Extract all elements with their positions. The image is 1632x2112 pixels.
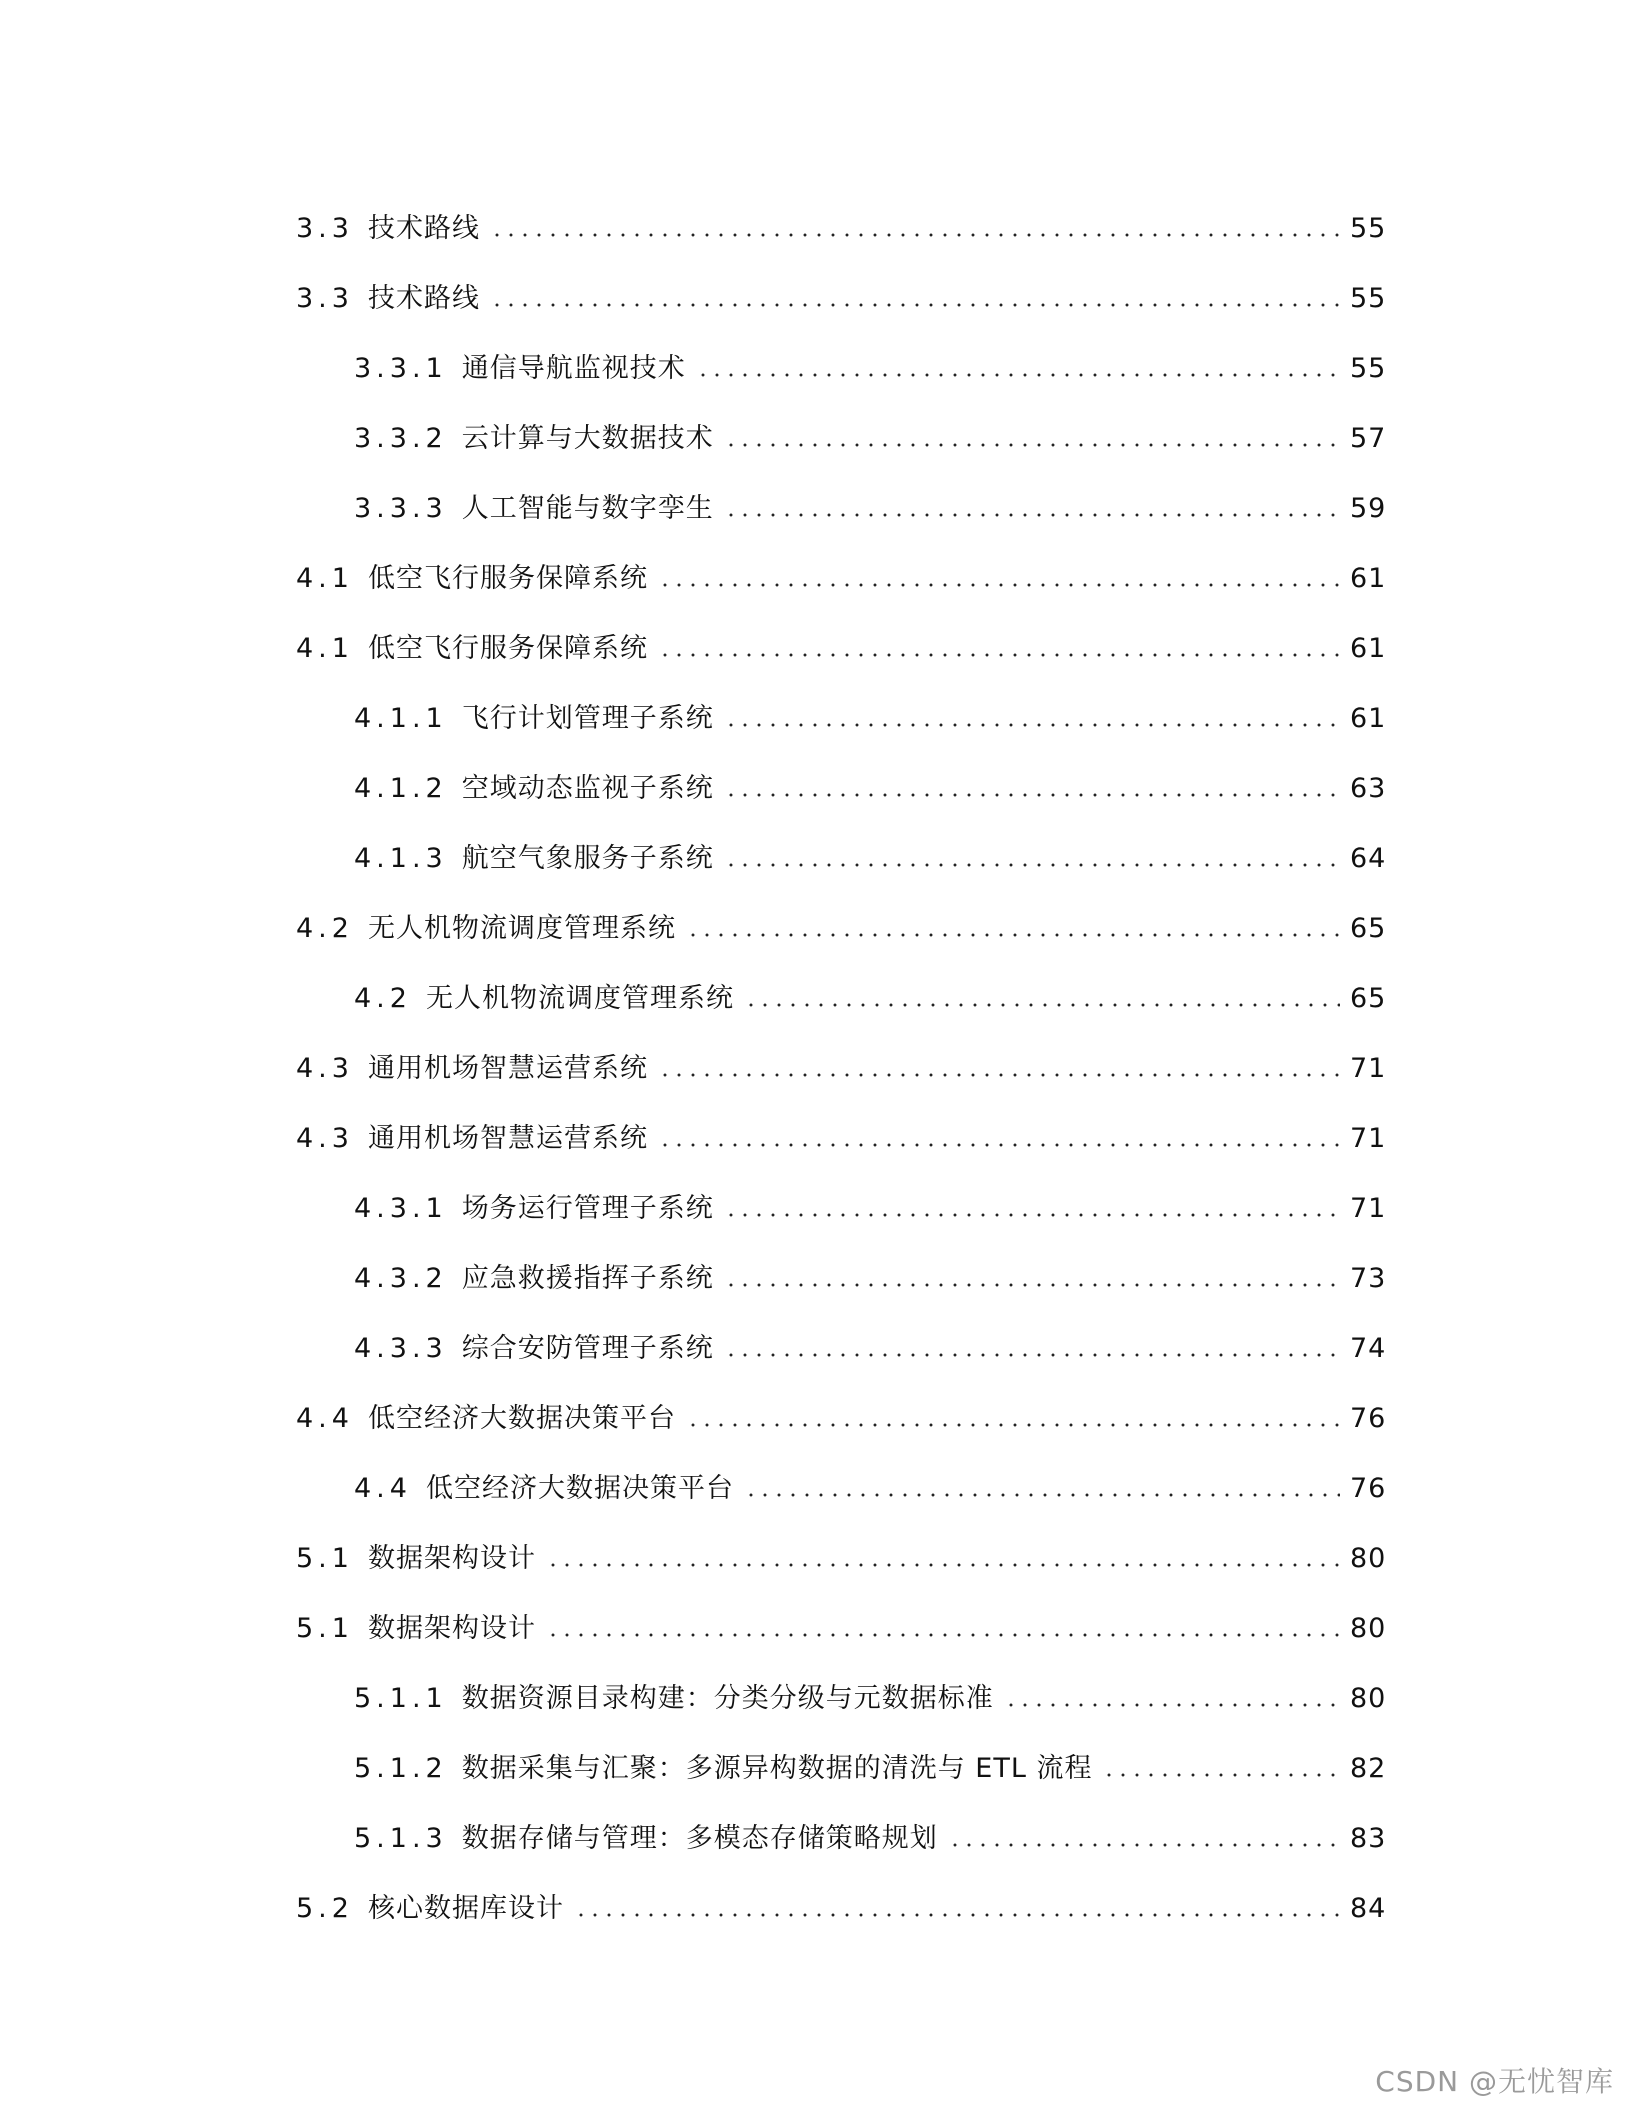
toc-entry[interactable]	[296, 180, 1387, 250]
toc-dot-leader	[948, 1843, 1340, 1847]
toc-entry-title: 数据架构设计	[367, 1613, 536, 1644]
toc-entry-page-number: 57	[1350, 423, 1387, 454]
toc-entry-number: 5.1.1	[354, 1683, 448, 1714]
toc-entry[interactable]	[296, 1650, 1387, 1720]
toc-dot-leader	[724, 863, 1340, 867]
toc-entry[interactable]	[296, 1720, 1387, 1790]
toc-entry[interactable]	[296, 1440, 1387, 1510]
toc-dot-leader	[724, 793, 1340, 797]
toc-entry[interactable]	[296, 530, 1387, 600]
toc-dot-leader	[490, 303, 1340, 307]
toc-dot-leader	[724, 513, 1340, 517]
toc-entry-number: 4.1	[296, 633, 354, 664]
toc-entry-page-number: 83	[1350, 1823, 1387, 1854]
toc-entry[interactable]	[296, 320, 1387, 390]
toc-entry-title: 低空经济大数据决策平台	[367, 1403, 676, 1434]
toc-dot-leader	[658, 653, 1340, 657]
toc-entry-number: 5.1.3	[354, 1823, 448, 1854]
toc-dot-leader	[686, 1423, 1340, 1427]
toc-entry-number: 3.3.1	[354, 353, 448, 384]
toc-entry-number: 4.2	[354, 983, 412, 1014]
toc-entry-title: 低空飞行服务保障系统	[367, 563, 648, 594]
toc-dot-leader	[724, 1283, 1340, 1287]
toc-dot-leader	[1004, 1703, 1340, 1707]
toc-entry[interactable]	[296, 1020, 1387, 1090]
toc-entry-page-number: 74	[1350, 1333, 1387, 1364]
toc-entry-number: 5.1	[296, 1543, 354, 1574]
toc-entry[interactable]	[296, 1370, 1387, 1440]
toc-dot-leader	[1102, 1773, 1340, 1777]
toc-entry-title: 技术路线	[367, 213, 480, 244]
toc-entry-page-number: 55	[1350, 353, 1387, 384]
toc-dot-leader	[696, 373, 1340, 377]
toc-entry-page-number: 71	[1350, 1193, 1387, 1224]
toc-entry-title: 核心数据库设计	[367, 1893, 564, 1924]
toc-entry-number: 4.3.1	[354, 1193, 448, 1224]
toc-entry-page-number: 55	[1350, 213, 1387, 244]
toc-entry[interactable]	[296, 670, 1387, 740]
toc-entry-page-number: 64	[1350, 843, 1387, 874]
toc-entry-number: 5.2	[296, 1893, 354, 1924]
toc-entry[interactable]	[296, 390, 1387, 460]
toc-entry-title: 无人机物流调度管理系统	[425, 983, 734, 1014]
toc-dot-leader	[724, 443, 1340, 447]
toc-entry[interactable]	[296, 600, 1387, 670]
toc-entry-title: 数据采集与汇聚：多源异构数据的清洗与 ETL 流程	[461, 1753, 1093, 1784]
toc-entry-title: 数据资源目录构建：分类分级与元数据标准	[461, 1683, 994, 1714]
toc-entry-page-number: 80	[1350, 1613, 1387, 1644]
toc-entry[interactable]	[296, 460, 1387, 530]
toc-entry-number: 4.3.2	[354, 1263, 448, 1294]
toc-entry-number: 4.2	[296, 913, 354, 944]
toc-entry[interactable]	[296, 1230, 1387, 1300]
toc-dot-leader	[574, 1913, 1340, 1917]
toc-entry-number: 4.1.3	[354, 843, 448, 874]
toc-entry-title: 空域动态监视子系统	[461, 773, 714, 804]
toc-entry-page-number: 65	[1350, 983, 1387, 1014]
toc-entry-page-number: 80	[1350, 1543, 1387, 1574]
toc-entry[interactable]	[296, 1510, 1387, 1580]
toc-entry[interactable]	[296, 1860, 1387, 1930]
toc-dot-leader	[658, 1073, 1340, 1077]
toc-entry-number: 4.3.3	[354, 1333, 448, 1364]
toc-dot-leader	[490, 233, 1340, 237]
toc-entry-title: 飞行计划管理子系统	[461, 703, 714, 734]
toc-entry[interactable]	[296, 250, 1387, 320]
toc-entry-title: 云计算与大数据技术	[461, 423, 714, 454]
watermark: CSDN @无忧智库	[1375, 2065, 1614, 2098]
toc-entry-title: 通信导航监视技术	[461, 353, 686, 384]
toc-entry-number: 3.3	[296, 213, 354, 244]
toc-entry-title: 综合安防管理子系统	[461, 1333, 714, 1364]
toc-dot-leader	[724, 1353, 1340, 1357]
toc-dot-leader	[546, 1563, 1340, 1567]
toc-entry-title: 数据架构设计	[367, 1543, 536, 1574]
toc-entry-page-number: 84	[1350, 1893, 1387, 1924]
toc-entry-number: 4.3	[296, 1053, 354, 1084]
toc-entry-number: 4.1	[296, 563, 354, 594]
toc-entry[interactable]	[296, 1300, 1387, 1370]
toc-entry-number: 5.1	[296, 1613, 354, 1644]
toc-entry-page-number: 55	[1350, 283, 1387, 314]
toc-entry-page-number: 71	[1350, 1053, 1387, 1084]
toc-entry[interactable]	[296, 1090, 1387, 1160]
toc-entry[interactable]	[296, 810, 1387, 880]
toc-entry-number: 4.4	[354, 1473, 412, 1504]
toc-entry[interactable]	[296, 1790, 1387, 1860]
toc-entry-title: 无人机物流调度管理系统	[367, 913, 676, 944]
toc-entry-title: 航空气象服务子系统	[461, 843, 714, 874]
toc-dot-leader	[546, 1633, 1340, 1637]
toc-entry-title: 数据存储与管理：多模态存储策略规划	[461, 1823, 938, 1854]
toc-entry-page-number: 61	[1350, 633, 1387, 664]
toc-entry-title: 技术路线	[367, 283, 480, 314]
toc-dot-leader	[744, 1493, 1340, 1497]
table-of-contents	[296, 180, 1387, 1930]
toc-entry-number: 3.3	[296, 283, 354, 314]
toc-entry-number: 4.1.1	[354, 703, 448, 734]
toc-entry-number: 4.3	[296, 1123, 354, 1154]
toc-entry-page-number: 59	[1350, 493, 1387, 524]
toc-entry[interactable]	[296, 1160, 1387, 1230]
toc-entry-page-number: 63	[1350, 773, 1387, 804]
toc-entry-page-number: 61	[1350, 563, 1387, 594]
toc-dot-leader	[658, 1143, 1340, 1147]
toc-dot-leader	[724, 1213, 1340, 1217]
toc-entry-page-number: 82	[1350, 1753, 1387, 1784]
toc-entry-page-number: 61	[1350, 703, 1387, 734]
toc-dot-leader	[686, 933, 1340, 937]
toc-entry-title: 应急救援指挥子系统	[461, 1263, 714, 1294]
toc-entry-number: 4.1.2	[354, 773, 448, 804]
toc-entry-title: 人工智能与数字孪生	[461, 493, 714, 524]
toc-entry-page-number: 76	[1350, 1473, 1387, 1504]
toc-entry-page-number: 80	[1350, 1683, 1387, 1714]
toc-entry-number: 5.1.2	[354, 1753, 448, 1784]
toc-entry-title: 通用机场智慧运营系统	[367, 1123, 648, 1154]
toc-entry-page-number: 73	[1350, 1263, 1387, 1294]
toc-dot-leader	[724, 723, 1340, 727]
toc-dot-leader	[744, 1003, 1340, 1007]
toc-entry-title: 场务运行管理子系统	[461, 1193, 714, 1224]
toc-entry-page-number: 71	[1350, 1123, 1387, 1154]
toc-entry-page-number: 65	[1350, 913, 1387, 944]
toc-dot-leader	[658, 583, 1340, 587]
toc-entry-title: 低空飞行服务保障系统	[367, 633, 648, 664]
toc-entry-number: 4.4	[296, 1403, 354, 1434]
toc-entry-number: 3.3.3	[354, 493, 448, 524]
toc-entry-title: 通用机场智慧运营系统	[367, 1053, 648, 1084]
toc-entry[interactable]	[296, 1580, 1387, 1650]
toc-entry[interactable]	[296, 950, 1387, 1020]
toc-entry-number: 3.3.2	[354, 423, 448, 454]
toc-entry-title: 低空经济大数据决策平台	[425, 1473, 734, 1504]
toc-entry[interactable]	[296, 880, 1387, 950]
toc-entry-page-number: 76	[1350, 1403, 1387, 1434]
toc-entry[interactable]	[296, 740, 1387, 810]
